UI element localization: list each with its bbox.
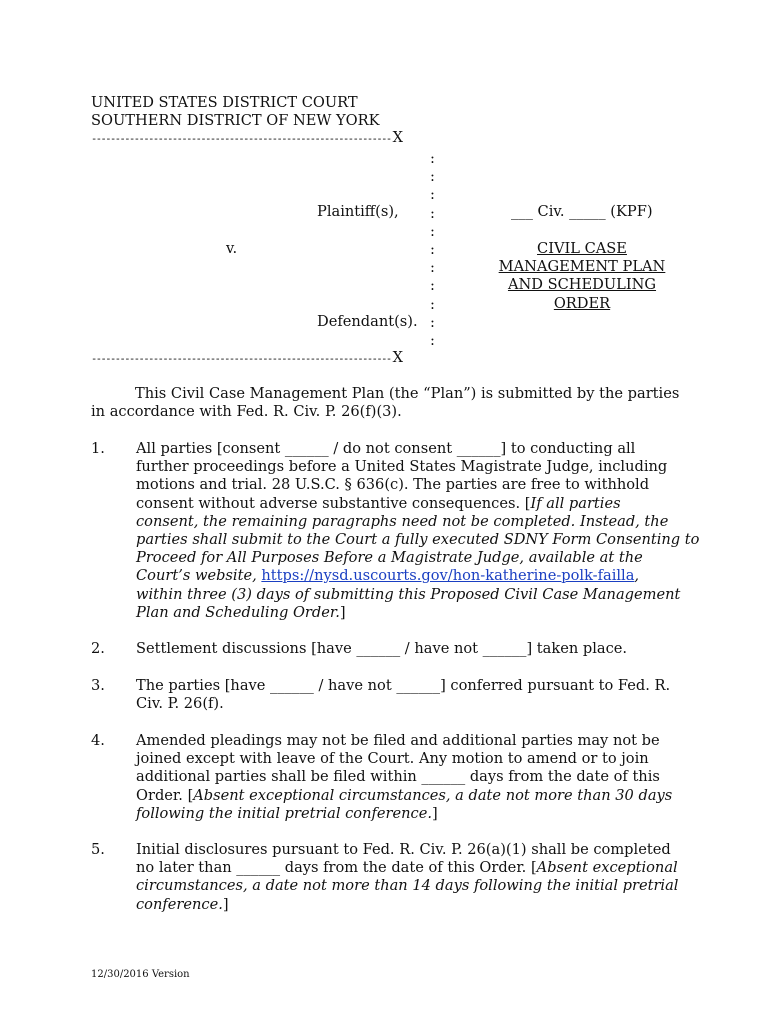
text-line (136, 805, 686, 823)
colon: : (430, 222, 435, 240)
italic-text: circumstances, a date not more than 14 days following the initial pretrial (136, 877, 679, 895)
dash-line: --------------------------------------------------------------- (91, 133, 391, 145)
court-heading (91, 94, 380, 130)
title-line: AND SCHEDULING (507, 276, 657, 294)
dash-line: --------------------------------------------------------------- (91, 353, 391, 365)
paragraph-2 (91, 640, 691, 658)
italic-text: Absent exceptional circumstances, a date not more than 30 days (193, 786, 673, 804)
text-line: All parties [consent ______ / do not consent ______] to conducting all (136, 440, 636, 457)
text-line (136, 586, 686, 604)
versus-label: v. (226, 240, 238, 257)
paragraph-number: 4. (91, 732, 105, 749)
text-span: consent without adverse substantive consequences. [ (136, 494, 531, 512)
italic-text: , (634, 567, 640, 585)
text-line: Initial disclosures pursuant to Fed. R. Civ. P. 26(a)(1) shall be completed (136, 841, 671, 858)
paragraph-number: 2. (91, 640, 105, 657)
text-line (136, 787, 686, 805)
version-footer: 12/30/2016 Version (91, 969, 190, 980)
text-line: Amended pleadings may not be filed and additional parties may not be (136, 732, 660, 749)
case-number-line: ___ Civ. _____ (KPF) (511, 203, 653, 220)
paragraph-5 (91, 841, 691, 914)
text-line (136, 495, 686, 513)
italic-text: consent, the remaining paragraphs need not be completed. Instead, the (136, 512, 669, 530)
colon: : (430, 150, 435, 167)
paragraph-number: 1. (91, 440, 105, 457)
text-line (136, 513, 686, 531)
paragraph-4 (91, 732, 691, 823)
caption-bottom-rule (91, 349, 403, 368)
title-line: ORDER (553, 294, 611, 312)
closing-bracket: ] (222, 895, 229, 913)
judge-website-link[interactable]: https://nysd.uscourts.gov/hon-katherine-polk-failla (261, 567, 635, 585)
text-line (136, 549, 686, 567)
title-line: MANAGEMENT PLAN (498, 258, 666, 276)
colon: : (430, 204, 435, 222)
italic-text: Absent exceptional (536, 859, 678, 877)
text-line (136, 877, 686, 895)
title-line: CIVIL CASE (537, 240, 627, 257)
paragraph-number: 5. (91, 841, 105, 858)
text-line: further proceedings before a United States Magistrate Judge, including (136, 458, 668, 476)
text-line (136, 604, 686, 622)
italic-text: following the initial pretrial conference. (136, 804, 432, 822)
text-line (136, 896, 686, 914)
district-name-line: SOUTHERN DISTRICT OF NEW YORK (91, 112, 380, 130)
colon: : (430, 331, 435, 349)
colon: : (430, 259, 435, 277)
colon: : (430, 240, 435, 258)
text-line: Settlement discussions [have ______ / have not ______] taken place. (136, 640, 628, 657)
caption-top-rule (91, 129, 403, 148)
text-line (136, 567, 686, 585)
defendant-label: Defendant(s). (317, 313, 418, 330)
text-line: additional parties shall be filed within ______ days from the date of this (136, 768, 660, 786)
closing-bracket: ] (339, 603, 346, 621)
colon: : (430, 168, 435, 186)
italic-text: Plan and Scheduling Order. (136, 603, 340, 621)
paragraph-body (136, 841, 686, 914)
colon: : (430, 186, 435, 204)
document-title (482, 240, 682, 313)
paragraph-body (136, 440, 700, 622)
text-line: joined except with leave of the Court. Any motion to amend or to join (136, 750, 649, 768)
italic-text: If all parties (530, 494, 621, 512)
caption-colon-column (430, 150, 435, 350)
plaintiff-label: Plaintiff(s), (317, 203, 399, 220)
x-mark: X (392, 349, 403, 366)
text-line: motions and trial. 28 U.S.C. § 636(c). The parties are free to withhold (136, 476, 650, 494)
text-line: The parties [have ______ / have not ______] conferred pursuant to Fed. R. (136, 677, 671, 694)
colon: : (430, 277, 435, 295)
paragraph-3 (91, 677, 691, 713)
paragraph-body (136, 732, 686, 823)
court-name-line: UNITED STATES DISTRICT COURT (91, 94, 358, 111)
colon: : (430, 313, 435, 331)
closing-bracket: ] (432, 804, 438, 822)
x-mark: X (392, 129, 403, 146)
colon: : (430, 295, 435, 313)
paragraph-body (136, 640, 686, 658)
text-line (136, 530, 700, 549)
italic-text: Proceed for All Purposes Before a Magistrate Judge, available at the (136, 549, 643, 567)
paragraph-number: 3. (91, 677, 105, 694)
text-line: Civ. P. 26(f). (136, 695, 224, 713)
paragraph-1 (91, 440, 700, 622)
italic-text: conference. (136, 895, 223, 913)
paragraph-body (136, 677, 686, 713)
italic-text: parties shall submit to the Court a fully executed SDNY Form Consenting to (136, 530, 700, 548)
text-span: no later than ______ days from the date of this Order. [ (136, 859, 537, 877)
text-line (136, 859, 686, 877)
intro-paragraph: This Civil Case Management Plan (the “Plan”) is submitted by the parties in accordance with Fed. R. Civ. P. 26(f)(3). (91, 385, 680, 421)
italic-text: within three (3) days of submitting this Proposed Civil Case Management (136, 585, 681, 603)
text-span: Order. [ (136, 786, 194, 804)
italic-text: Court’s website, (136, 567, 262, 585)
